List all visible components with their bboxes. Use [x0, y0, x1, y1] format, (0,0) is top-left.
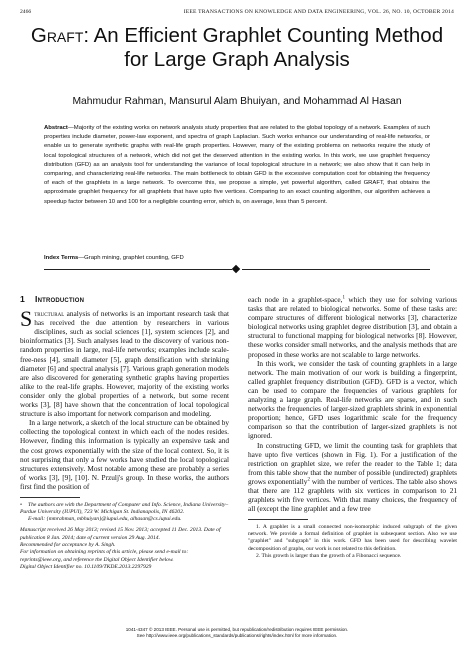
copyright-line-1: 1041-4347 © 2013 IEEE. Personal use is permitted, but republication/redistribution requires IEEE permission.	[125, 627, 349, 632]
right-column	[248, 295, 457, 560]
footnote-1: 1. A graphlet is a small connected non-isomorphic induced subgraph of the given network. We provide a formal definition of graphlet in subsequent section. Also we use "graphlet" and "subgraph" in this work. GFD has been used for describing wavelet decomposition of graphs, our work is not related to this definition.	[248, 523, 457, 552]
doi: Digital Object Identifier no. 10.1109/TKDE.2013.2297929	[20, 563, 152, 570]
intro-paragraph-1	[20, 306, 229, 419]
copyright-footer	[0, 627, 474, 639]
running-header	[20, 9, 454, 19]
author-emails: E-mail: {mmrahman, mbhuiyan}@iupui.edu, alhasan@cs.iupui.edu.	[28, 516, 182, 523]
intro-paragraph-2: In a large network, a sketch of the local structure can be obtained by collecting the topological context in which each of the nodes resides. However, finding this information is typically an expensive task and the cost grows exponentially with the size of the local context. So, it is not surprising that only a few works have studied the local topological structures extensively. Most notable among these are probably a series of works [3], [9], [10]. N. Przulj's group. In these works, the authors first find the position of	[20, 418, 229, 491]
title-line1: : An Efficient Graphlet Counting Method	[83, 24, 444, 47]
reprints-info: For information on obtaining reprints of this article, please send e-mail to: reprints@ieee.org, and reference the Digital Object Identifier below.	[20, 549, 189, 563]
intro-paragraph-1-text: analysis of networks is an important research task that has received the due attention by researchers in various disciplines, such as social sciences [1], system sciences [2], and bioinformatics [3]. Such analyses lead to the discovery of various non-random properties in large, real-life networks; examples include scale-free-ness [4], small diameter [5], graph densification with shrinking diameter [6] and spectral analysis [7]. Various graph generation models are also discovered for generating synthetic graphs having properties alike to the real-life graphs. However, majority of the existing works consider only the global properties of a network, but some recent works [3], [8] have shown that the concentration of local topological structure is also important for network comparison and modeling.	[20, 309, 229, 419]
index-terms-text: —Graph mining, graphlet counting, GFD	[78, 255, 184, 261]
footnote-ref-2: 2	[307, 477, 310, 483]
manuscript-dates: Manuscript received 26 May 2013; revised 15 Nov. 2013; accepted 11 Dec. 2013. Date of publication 8 Jan. 2014; date of current version 29 Aug. 2014.	[20, 527, 221, 541]
right-paragraph-3-start: In constructing GFD, we limit the counting task for graphlets that have upto five vertices (shown in Fig. 1). For a justification of the restriction on graphlet size, we refer the reader to the Table 1; data from this table show that the number of possible (undirected) graphlets grows exponentially	[248, 440, 457, 486]
title-line2: for Large Graph Analysis	[124, 48, 350, 71]
affiliation-footnote	[20, 502, 229, 572]
diamond-ornament-icon	[232, 264, 240, 272]
right-paragraph-3	[248, 441, 457, 514]
divider-line-right	[242, 269, 430, 270]
abstract-label: Abstract	[44, 125, 68, 131]
drop-cap: S	[20, 306, 33, 332]
title-acronym: Graft	[30, 24, 84, 47]
paper-title	[0, 24, 474, 72]
bullet-icon: •	[20, 501, 22, 508]
footnote-2: 2. This growth is larger than the growth of a Fibonacci sequence.	[256, 553, 402, 560]
section-number: 1	[20, 294, 25, 304]
section-title: Introduction	[34, 294, 85, 304]
lead-in: tructural	[34, 309, 65, 319]
right-paragraph-2: In this work, we consider the task of counting graphlets in a large network. The main motivation of our work is building a fingerprint, called graphlet frequency distribution (GFD). GFD is a vector, which can be used to compare the frequencies of various graphlets for analyzing a large graph. Real-life networks are sparse, and in such networks the frequencies of larger-sized graphlets shrink in exponential proportion; hence, GFD uses logarithmic scale for the frequency comparison so that the contribution of larger-sized graphlets is not ignored.	[248, 358, 457, 441]
right-paragraph-3-text: with the number of vertices. The table also shows that there are 112 graphlets with six vertices in comparison to 21 graphlets with five vertices. With that many choices, the frequency of all (except the line graphlet and a few tree	[248, 476, 457, 514]
index-terms-label: Index Terms	[44, 255, 79, 261]
affiliation-text: The authors are with the Department of Computer and Info. Science, Indiana University–Purdue University (IUPUI), 723 W. Michigan St. Indianapolis, IN 46202.	[20, 501, 229, 515]
section-divider	[44, 269, 430, 270]
right-footnotes	[248, 524, 457, 560]
journal-header: IEEE TRANSACTIONS ON KNOWLEDGE AND DATA ENGINEERING, VOL. 26, NO. 10, OCTOBER 2014	[183, 9, 454, 15]
footnote-rule-right	[248, 519, 308, 520]
footnote-ref-1: 1	[342, 295, 345, 301]
footnote-rule	[20, 497, 80, 498]
section-heading	[20, 295, 229, 304]
divider-line-left	[44, 269, 232, 270]
author-list: Mahmudur Rahman, Mansurul Alam Bhuiyan, and Mohammad Al Hasan	[72, 96, 402, 107]
index-terms	[44, 255, 430, 261]
recommended-by: Recommended for acceptance by A. Singh.	[20, 542, 116, 549]
page-number: 2466	[20, 9, 32, 15]
right-paragraph-1-start: each node in a graphlet-space,	[248, 295, 343, 304]
left-column	[20, 295, 229, 571]
abstract-text: —Majority of the existing works on network analysis study properties that are related to the global topology of a network. Examples of such properties include diameter, power-law exponent, and spectra of graph Laplacian. Such works enhance our understanding of real-life networks, or enable us to generate synthetic graphs with real-life graph properties. However, many of the existing problems on networks require the study of local topological structures of a network, which did not get the deserved attention in the existing works. In this work, we use graphlet frequency distribution (GFD) as an analysis tool for understanding the variance of local topological structure in a network; we also show that it can help in comparing, and characterizing real-life networks. The main bottleneck to obtain GFD is the excessive computation cost for obtaining the frequency of each of the graphlets in a large network. To overcome this, we propose a simple, yet powerful algorithm, called GRAFT, that obtains the approximate graphlet frequency for all graphlets that have upto five vertices. Comparing to an exact counting algorithm, our algorithm achieves a speedup factor between 10 and 100 for a negligible counting error, which is, on average, less than 5 percent.	[44, 125, 430, 205]
abstract	[44, 124, 430, 207]
right-paragraph-1-text: which they use for solving various tasks that are related to biological networks. Some of these tasks are: compare structures of different biological networks [3], characterize biological networks using graphlet degree distribution [3], and obtain a structural to functional mapping for biological networks [8]. However, these works consider small networks, and the analysis methods that are proposed in these works are not scalable to large networks.	[248, 295, 457, 359]
right-paragraph-1	[248, 295, 457, 359]
copyright-line-2: See http://www.ieee.org/publications_standards/publications/rights/index.html for more information.	[136, 633, 338, 638]
